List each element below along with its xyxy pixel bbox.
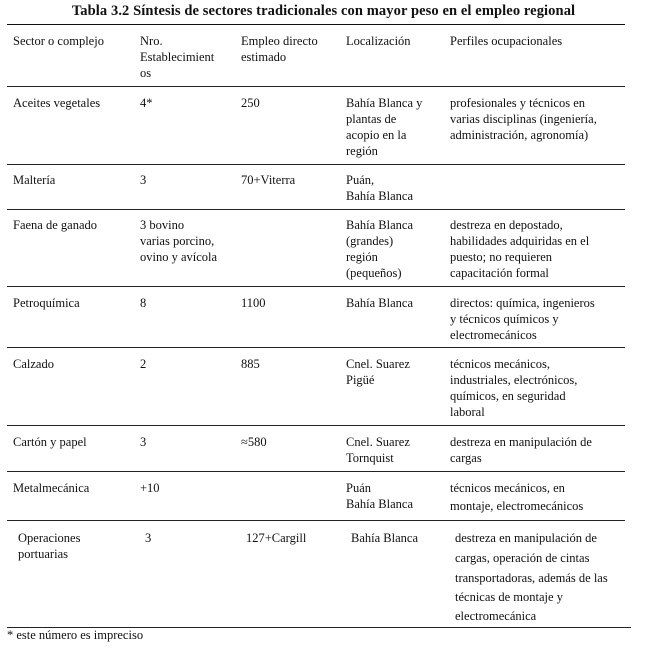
row-rule <box>7 520 625 521</box>
header-rule <box>7 86 625 87</box>
row-establecimientos: 3 <box>140 435 147 449</box>
row-empleo: 70+Viterra <box>241 173 296 187</box>
row-perfiles: técnicos mecánicos, <box>450 357 550 371</box>
row-perfiles: técnicos mecánicos, en <box>450 481 565 495</box>
row-perfiles: montaje, electromecánicos <box>450 499 584 513</box>
row-localizacion: acopio en la <box>346 128 407 142</box>
row-sector: Maltería <box>13 173 56 187</box>
table-title: Tabla 3.2 Síntesis de sectores tradicionales con mayor peso en el empleo regional <box>71 3 576 19</box>
row-perfiles: industriales, electrónicos, <box>450 373 578 387</box>
row-establecimientos: varias porcino, <box>140 234 215 248</box>
row-sector: Petroquímica <box>13 296 80 310</box>
row-sector: Faena de ganado <box>13 218 97 232</box>
row-localizacion: región <box>346 250 378 264</box>
row-perfiles: transportadoras, además de las <box>455 571 608 585</box>
row-perfiles: destreza en manipulación de <box>450 435 592 449</box>
row-establecimientos: 2 <box>140 357 147 371</box>
row-rule <box>7 425 625 426</box>
row-sector: Cartón y papel <box>13 435 87 449</box>
table-top-rule <box>7 24 625 25</box>
row-localizacion: Tornquist <box>346 451 394 465</box>
row-sector: Calzado <box>13 357 54 371</box>
row-rule <box>7 347 625 348</box>
row-perfiles: destreza en depostado, <box>450 218 563 232</box>
row-perfiles: habilidades adquiridas en el <box>450 234 590 248</box>
row-localizacion: (grandes) <box>346 234 394 248</box>
row-establecimientos: 8 <box>140 296 147 310</box>
row-establecimientos: +10 <box>140 481 160 495</box>
row-empleo: 127+Cargill <box>246 531 307 545</box>
row-localizacion: Pigüé <box>346 373 375 387</box>
row-localizacion: Bahía Blanca <box>346 296 413 310</box>
row-rule <box>7 286 625 287</box>
row-perfiles: cargas <box>450 451 482 465</box>
row-rule <box>7 164 625 165</box>
row-rule <box>7 471 625 472</box>
row-perfiles: y técnicos químicos y <box>450 312 559 326</box>
header-empleo-line1: Empleo directo <box>241 34 318 48</box>
row-sector: Aceites vegetales <box>13 96 101 110</box>
header-localizacion: Localización <box>346 34 411 48</box>
row-localizacion: Bahía Blanca <box>346 189 413 203</box>
row-localizacion: Bahía Blanca <box>351 531 418 545</box>
row-perfiles: varias disciplinas (ingeniería, <box>450 112 597 126</box>
header-establecimientos-line2: Establecimient <box>140 50 215 64</box>
row-localizacion: (pequeños) <box>346 266 402 280</box>
header-perfiles: Perfiles ocupacionales <box>450 34 563 48</box>
row-empleo: 1100 <box>241 296 266 310</box>
row-sector: Metalmecánica <box>13 481 90 495</box>
row-perfiles: electromecánica <box>455 609 537 623</box>
row-localizacion: Puán, <box>346 173 375 187</box>
row-empleo: 885 <box>241 357 260 371</box>
row-localizacion: Bahía Blanca <box>346 497 413 511</box>
header-establecimientos-line3: os <box>140 66 152 80</box>
row-localizacion: región <box>346 144 378 158</box>
row-localizacion: Puán <box>346 481 371 495</box>
row-localizacion: Cnel. Suarez <box>346 435 410 449</box>
row-perfiles: capacitación formal <box>450 266 549 280</box>
header-sector: Sector o complejo <box>13 34 104 48</box>
row-localizacion: Bahía Blanca y <box>346 96 423 110</box>
row-perfiles: administración, agronomía) <box>450 128 589 142</box>
row-localizacion: plantas de <box>346 112 397 126</box>
row-empleo: ≈580 <box>241 435 267 449</box>
row-perfiles: químicos, en seguridad <box>450 389 566 403</box>
row-establecimientos: 3 bovino <box>140 218 185 232</box>
row-perfiles: profesionales y técnicos en <box>450 96 586 110</box>
row-sector: Operaciones <box>18 531 81 545</box>
row-localizacion: Bahía Blanca <box>346 218 413 232</box>
row-establecimientos: 4* <box>140 96 153 110</box>
header-empleo-line2: estimado <box>241 50 287 64</box>
row-rule <box>7 209 625 210</box>
header-establecimientos-line1: Nro. <box>140 34 163 48</box>
row-perfiles: puesto; no requieren <box>450 250 553 264</box>
row-localizacion: Cnel. Suarez <box>346 357 410 371</box>
row-perfiles: directos: química, ingenieros <box>450 296 595 310</box>
row-establecimientos: 3 <box>145 531 152 545</box>
row-perfiles: destreza en manipulación de <box>455 531 597 545</box>
row-establecimientos: 3 <box>140 173 147 187</box>
row-perfiles: electromecánicos <box>450 328 537 342</box>
footnote: * este número es impreciso <box>7 628 144 642</box>
row-sector: portuarias <box>18 547 68 561</box>
row-perfiles: laboral <box>450 405 485 419</box>
row-perfiles: técnicas de montaje y <box>455 590 563 604</box>
row-establecimientos: ovino y avícola <box>140 250 218 264</box>
row-empleo: 250 <box>241 96 260 110</box>
row-perfiles: cargas, operación de cintas <box>455 551 590 565</box>
